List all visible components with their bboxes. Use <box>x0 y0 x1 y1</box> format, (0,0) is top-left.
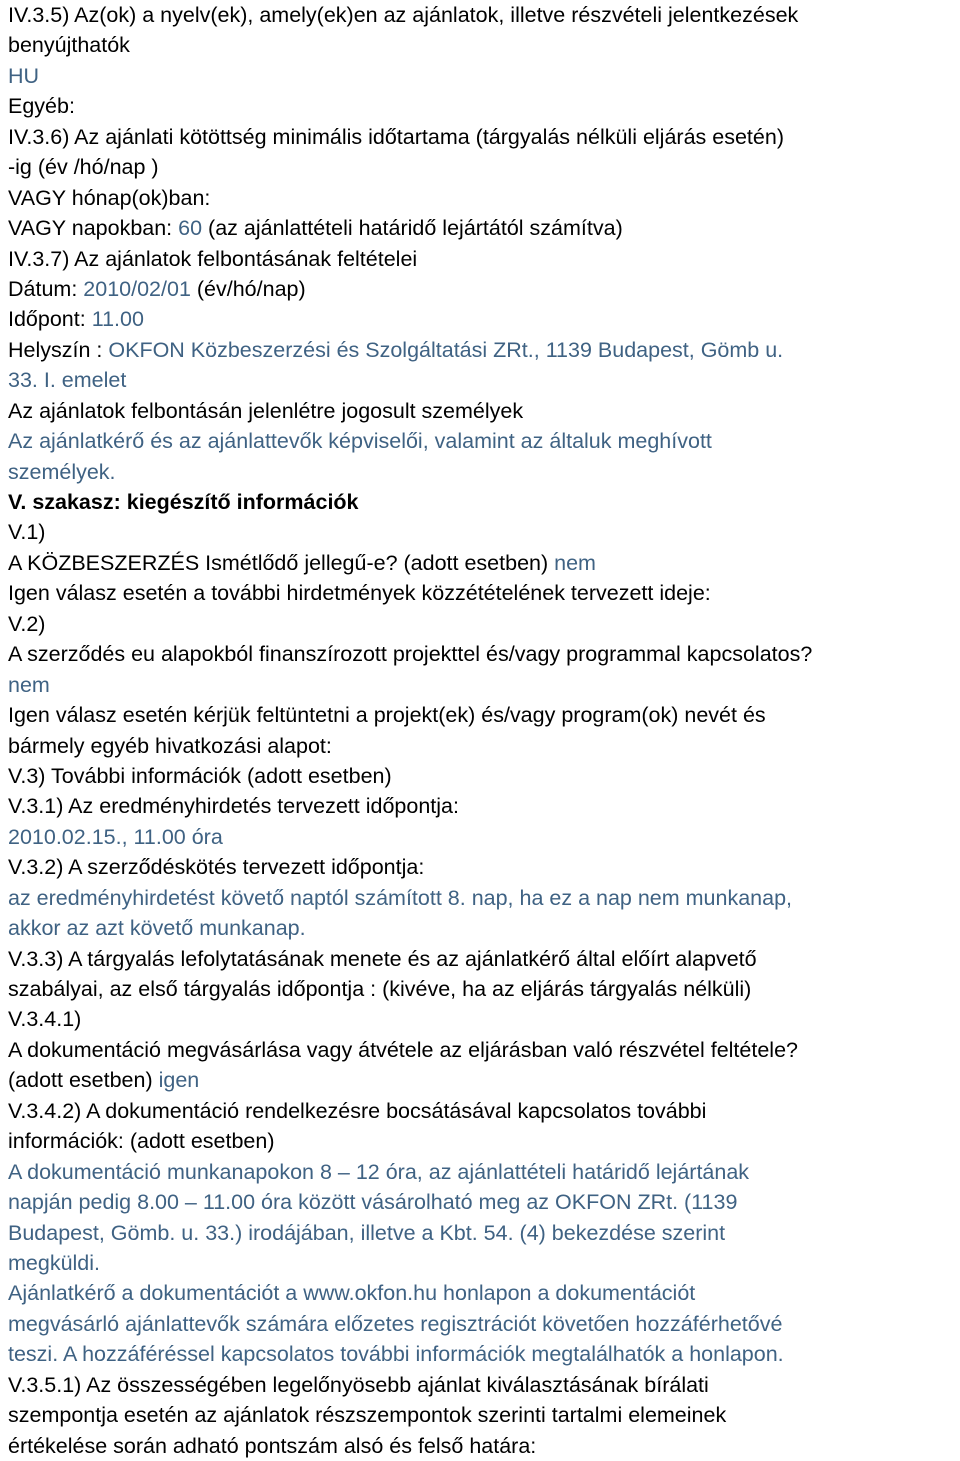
document-line <box>8 1035 960 1065</box>
document-line <box>8 487 960 517</box>
field-label: benyújthatók <box>8 33 130 58</box>
field-value: 60 <box>178 216 203 241</box>
document-line <box>8 700 960 730</box>
field-value: 2010/02/01 <box>83 276 191 301</box>
field-label: értékelése során adható pontszám alsó és felső határa: <box>8 1433 537 1458</box>
document-line <box>8 731 960 761</box>
document-line <box>8 883 960 913</box>
field-label: IV.3.7) Az ajánlatok felbontásának feltételei <box>8 246 418 271</box>
field-label: V.3.4.1) <box>8 1007 82 1032</box>
field-value: nem <box>8 672 50 697</box>
field-value: megvásárló ajánlattevők számára előzetes regisztrációt követően hozzáférhetővé <box>8 1311 783 1336</box>
field-label: Helyszín : <box>8 337 103 362</box>
field-label: VAGY napokban: <box>8 216 173 241</box>
field-label: V.3.1) Az eredményhirdetés tervezett időpontja: <box>8 794 459 819</box>
document-line <box>8 517 960 547</box>
field-label: (adott esetben) <box>8 1068 153 1093</box>
document-line <box>8 822 960 852</box>
field-value: 11.00 <box>91 307 144 332</box>
document-line <box>8 365 960 395</box>
document-line <box>8 1370 960 1400</box>
field-label: bármely egyéb hivatkozási alapot: <box>8 733 332 758</box>
field-label: V.1) <box>8 520 46 545</box>
document-line <box>8 791 960 821</box>
field-label: A dokumentáció megvásárlása vagy átvétele az eljárásban való részvétel feltétele? <box>8 1037 798 1062</box>
document-line <box>8 1096 960 1126</box>
field-label: -ig (év /hó/nap ) <box>8 155 159 180</box>
field-label: Az ajánlatok felbontásán jelenlétre jogosult személyek <box>8 398 524 423</box>
document-line <box>8 244 960 274</box>
field-label: V.3) További információk (adott esetben) <box>8 763 392 788</box>
document-line <box>8 1218 960 1248</box>
document-line <box>8 274 960 304</box>
document-line <box>8 1157 960 1187</box>
field-value: HU <box>8 63 40 88</box>
document-line <box>8 1431 960 1461</box>
field-suffix: (év/hó/nap) <box>190 276 306 301</box>
document-line <box>8 1400 960 1430</box>
field-label: IV.3.6) Az ajánlati kötöttség minimális időtartama (tárgyalás nélküli eljárás esetén) <box>8 124 784 149</box>
document-line <box>8 304 960 334</box>
field-label: A szerződés eu alapokból finanszírozott projekttel és/vagy programmal kapcsolatos? <box>8 642 813 667</box>
document-line <box>8 944 960 974</box>
field-label: IV.3.5) Az(ok) a nyelv(ek), amely(ek)en az ajánlatok, illetve részvételi jelentkezések <box>8 3 799 27</box>
document-line <box>8 639 960 669</box>
document-line <box>8 548 960 578</box>
field-value: megküldi. <box>8 1250 101 1275</box>
document-line <box>8 396 960 426</box>
document-line <box>8 1339 960 1369</box>
field-value: napján pedig 8.00 – 11.00 óra között vásárolható meg az OKFON ZRt. (1139 <box>8 1190 738 1215</box>
document-line <box>8 122 960 152</box>
field-label: V.2) <box>8 611 46 636</box>
document-line <box>8 1004 960 1034</box>
document-line <box>8 426 960 456</box>
section-heading: V. szakasz: kiegészítő információk <box>8 490 359 514</box>
document-line <box>8 761 960 791</box>
document-line <box>8 91 960 121</box>
document-line <box>8 61 960 91</box>
document-line <box>8 30 960 60</box>
field-value: A dokumentáció munkanapokon 8 – 12 óra, az ajánlattételi határidő lejártának <box>8 1159 750 1184</box>
field-label: V.3.4.2) A dokumentáció rendelkezésre bocsátásával kapcsolatos további <box>8 1098 707 1123</box>
field-label: Dátum: <box>8 276 78 301</box>
field-value: Budapest, Gömb. u. 33.) irodájában, illetve a Kbt. 54. (4) bekezdése szerint <box>8 1220 726 1245</box>
field-value: akkor az azt követő munkanap. <box>8 916 306 941</box>
document-line <box>8 913 960 943</box>
field-label: szempontja esetén az ajánlatok részszempontok szerinti tartalmi elemeinek <box>8 1403 727 1428</box>
field-label: szabályai, az első tárgyalás időpontja : (kivéve, ha az eljárás tárgyalás nélküli) <box>8 977 752 1001</box>
field-label: VAGY hónap(ok)ban: <box>8 185 211 210</box>
document-line <box>8 609 960 639</box>
document-line <box>8 183 960 213</box>
document-line <box>8 578 960 608</box>
document-line <box>8 974 960 1004</box>
field-value: Ajánlatkérő a dokumentációt a www.okfon.hu honlapon a dokumentációt <box>8 1281 696 1306</box>
document-line <box>8 670 960 700</box>
document-line <box>8 852 960 882</box>
document-line <box>8 0 960 30</box>
field-value: az eredményhirdetést követő naptól számított 8. nap, ha ez a nap nem munkanap, <box>8 885 793 910</box>
field-label: V.3.5.1) Az összességében legelőnyösebb ajánlat kiválasztásának bírálati <box>8 1372 709 1397</box>
field-label: V.3.2) A szerződéskötés tervezett időpontja: <box>8 855 425 880</box>
field-value: nem <box>554 550 596 575</box>
field-label: információk: (adott esetben) <box>8 1129 275 1154</box>
field-value: személyek. <box>8 459 116 484</box>
field-label: Időpont: <box>8 307 86 332</box>
document-line <box>8 1248 960 1278</box>
document-line <box>8 1126 960 1156</box>
document-line <box>8 335 960 365</box>
field-suffix: (az ajánlattételi határidő lejártától számítva) <box>202 216 623 241</box>
field-value: igen <box>158 1068 200 1093</box>
document-line <box>8 1187 960 1217</box>
field-value: 2010.02.15., 11.00 óra <box>8 824 223 849</box>
field-label: Igen válasz esetén a további hirdetmények közzétételének tervezett ideje: <box>8 581 711 606</box>
document-line <box>8 1278 960 1308</box>
field-value: OKFON Közbeszerzési és Szolgáltatási ZRt., 1139 Budapest, Gömb u. <box>108 337 784 362</box>
document-line <box>8 457 960 487</box>
field-value: Az ajánlatkérő és az ajánlattevők képviselői, valamint az általuk meghívott <box>8 429 712 454</box>
field-value: 33. I. emelet <box>8 368 127 393</box>
field-label: Egyéb: <box>8 94 75 119</box>
document-line <box>8 1065 960 1095</box>
field-value: teszi. A hozzáféréssel kapcsolatos további információk megtalálhatók a honlapon. <box>8 1342 784 1367</box>
document-line <box>8 1309 960 1339</box>
document-line <box>8 213 960 243</box>
document-line <box>8 152 960 182</box>
field-label: V.3.3) A tárgyalás lefolytatásának menete és az ajánlatkérő által előírt alapvető <box>8 946 757 971</box>
field-label: A KÖZBESZERZÉS Ismétlődő jellegű-e? (adott esetben) <box>8 550 549 575</box>
field-label: Igen válasz esetén kérjük feltüntetni a projekt(ek) és/vagy program(ok) nevét és <box>8 703 766 728</box>
